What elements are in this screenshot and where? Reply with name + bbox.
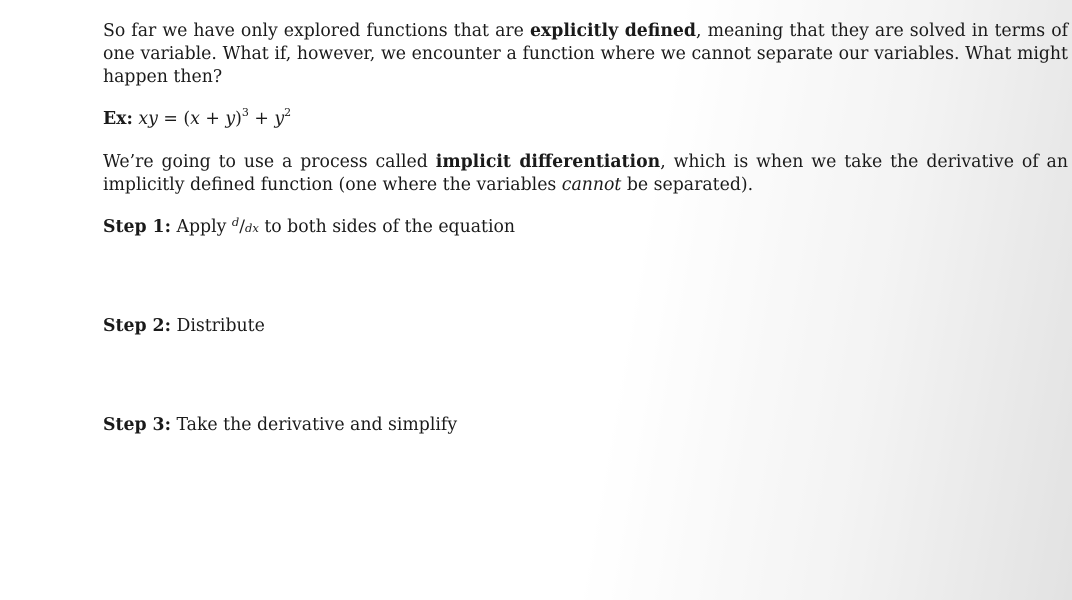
term-cannot: cannot: [561, 175, 622, 195]
eq-y-squared-base: y: [274, 109, 285, 129]
eq-equals: =: [163, 109, 178, 129]
term-explicitly-defined: explicitly defined: [529, 21, 697, 41]
step-2-text: Distribute: [176, 316, 265, 336]
step-1: [103, 216, 1068, 240]
method-text-middle: , which is when we take the derivative of an implicitly defined function (one where the variables: [103, 152, 1068, 195]
eq-exponent-2: 2: [284, 106, 292, 120]
step-3-text: Take the derivative and simplify: [176, 415, 458, 435]
step-1-text-before: Apply: [176, 217, 232, 237]
step-3: [103, 414, 1068, 437]
step-1-label: Step 1:: [103, 217, 171, 237]
eq-plus-2: +: [254, 109, 269, 129]
step-3-label: Step 3:: [103, 415, 171, 435]
frac-denominator: dx: [244, 221, 259, 235]
d-dx-fraction: [232, 217, 259, 237]
eq-exponent-3: 3: [241, 106, 249, 120]
step-1-text-after: to both sides of the equation: [258, 217, 516, 237]
example-equation: [138, 106, 292, 129]
eq-x: x: [190, 109, 200, 129]
intro-text-before: So far we have only explored functions that are: [103, 21, 530, 41]
step-2-label: Step 2:: [103, 316, 171, 336]
eq-lhs: xy: [138, 109, 158, 129]
eq-y: y: [225, 109, 236, 129]
method-text-after: be separated).: [621, 175, 754, 195]
frac-numerator: d: [231, 215, 240, 229]
frac-slash: /: [239, 217, 245, 237]
term-implicit-differentiation: implicit differentiation: [435, 152, 661, 172]
eq-plus-1: +: [205, 109, 220, 129]
intro-paragraph: [103, 20, 1068, 89]
example-label: Ex:: [103, 109, 133, 129]
eq-open-paren: (: [183, 109, 191, 129]
method-paragraph: [103, 151, 1068, 197]
example-line: [103, 108, 1068, 131]
eq-close-paren: ): [235, 109, 242, 129]
intro-text-after: , meaning that they are solved in terms of one variable. What if, however, we encounter a function where we cannot separate our variables. What might happen then?: [103, 21, 1068, 87]
method-text-before: We’re going to use a process called: [103, 152, 436, 172]
step-2: [103, 315, 1068, 338]
